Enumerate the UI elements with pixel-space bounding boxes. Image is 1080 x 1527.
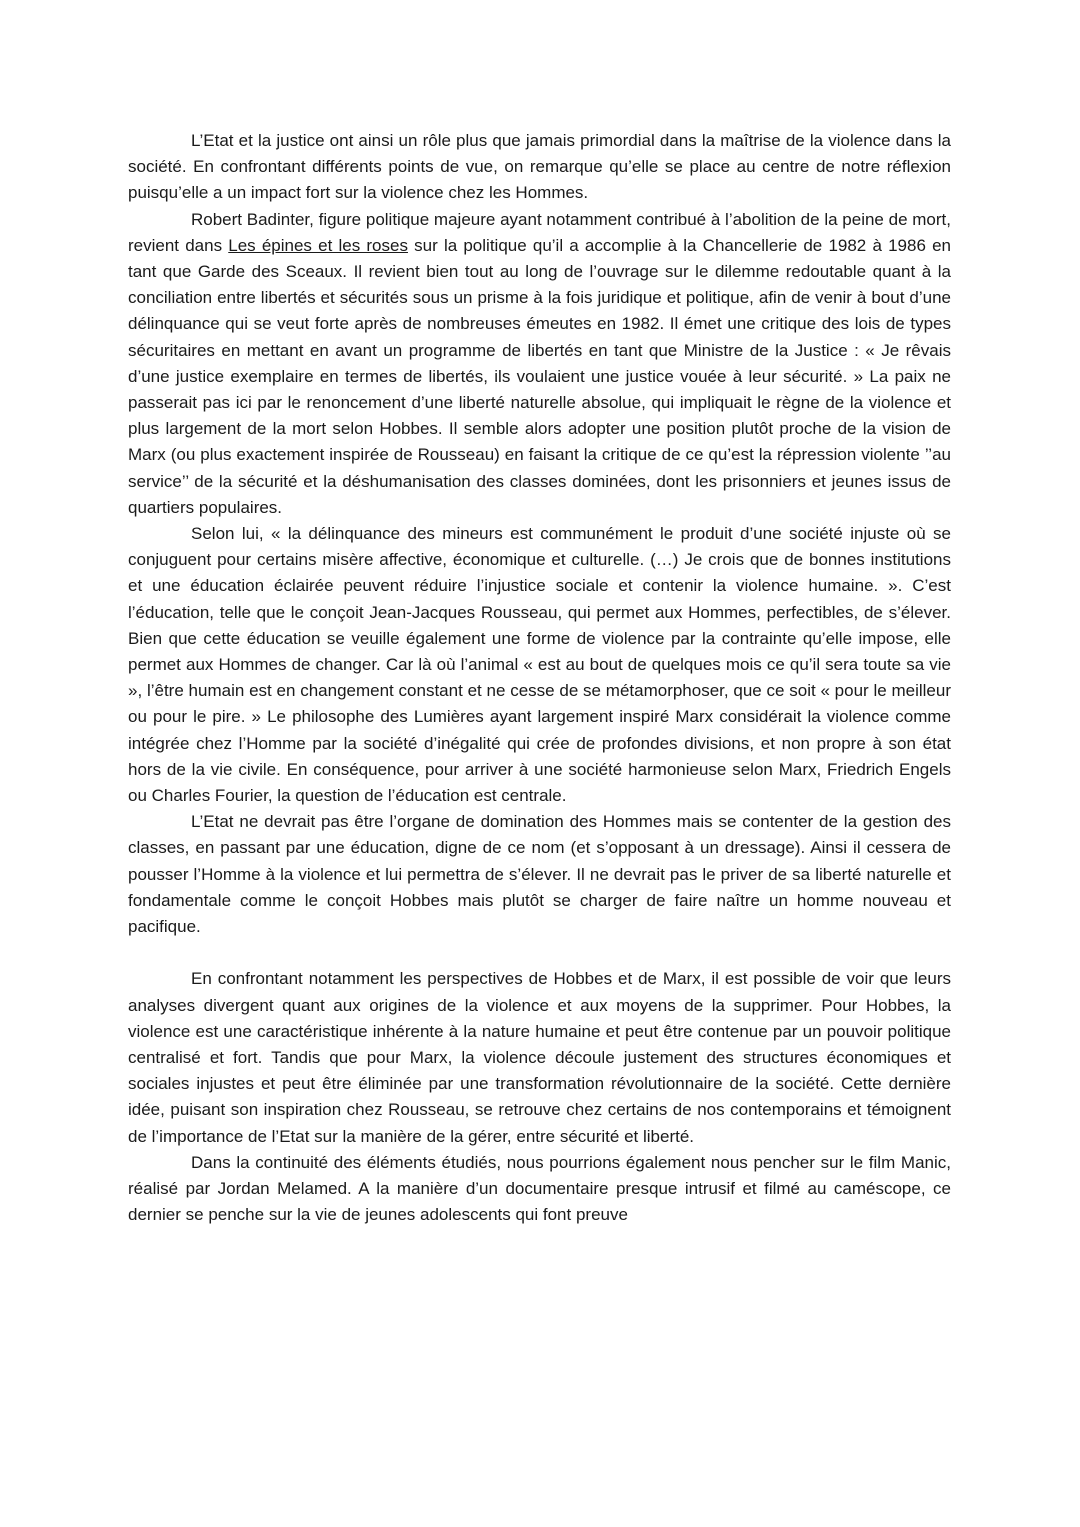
paragraph-hobbes-marx-conclusion: En confrontant notamment les perspectives de Hobbes et de Marx, il est possible de voir que leurs analyses divergent quant aux origines de la violence et aux moyens de la supprimer. Pour Hobbes, la violence est une caractéristique inhérente à la nature humaine et peut être contenue par un pouvoir politique centralisé et fort. Tandis que pour Marx, la violence découle justement des structures économiques et sociales injustes et peut être éliminée par une transformation révolutionnaire de la société. Cette dernière idée, puisant son inspiration chez Rousseau, se retrouve chez certains de nos contemporains et témoignent de l’importance de l’Etat sur la manière de la gérer, entre sécurité et liberté. xyxy=(128,969,951,1146)
document-page xyxy=(128,128,951,1228)
book-title-les-epines-et-les-roses: Les épines et les roses xyxy=(228,235,408,255)
paragraph-badinter-intro: Robert Badinter, figure politique majeure ayant notamment contribué à l’abolition de la peine de mort, revient dans xyxy=(128,209,951,255)
paragraph-state-and-justice: L’Etat et la justice ont ainsi un rôle plus que jamais primordial dans la maîtrise de la violence dans la société. En confrontant différents points de vue, on remarque qu’elle se place au centre de notre réflexion puisqu’elle a un impact fort sur la violence chez les Hommes. xyxy=(128,131,951,203)
paragraph-manic-film: Dans la continuité des éléments étudiés, nous pourrions également nous pencher sur le film Manic, réalisé par Jordan Melamed. A la manière d’un documentaire presque intrusif et filmé au caméscope, ce dernier se penche sur la vie de jeunes adolescents qui font preuve xyxy=(128,1152,951,1225)
paragraph-role-of-state: L’Etat ne devrait pas être l’organe de domination des Hommes mais se contenter de la gestion des classes, en passant par une éducation, digne de ce nom (et s’opposant à un dressage). Ainsi il cessera de pousser l’Homme à la violence et lui permettra de s’élever. Il ne devrait pas le priver de sa liberté naturelle et fondamentale comme le conçoit Hobbes mais plutôt se charger de faire naître un homme nouveau et pacifique. xyxy=(128,812,951,937)
paragraph-selon-lui: Selon lui, « la délinquance des mineurs est communément le produit d’une société injuste où se conjuguent pour certains misère affective, économique et culturelle. (…) Je crois que de bonnes institutions et une éducation éclairée peuvent réduire l’injustice sociale et contenir la violence humaine. ». C’est l’éducation, telle que le conçoit Jean-Jacques Rousseau, qui permet aux Hommes, perfectibles, de s’élever. Bien que cette éducation se veuille également une forme de violence par la contrainte qu’elle impose, elle permet aux Hommes de changer. Car là où l’animal « est au bout de quelques mois ce qu’il sera toute sa vie », l’être humain est en changement constant et ne cesse de se métamorphoser, que ce soit « pour le meilleur ou pour le pire. » Le philosophe des Lumières ayant largement inspiré Marx considérait la violence comme intégrée chez l’Homme par la société d’inégalité qui crée de profondes divisions, et non propre à son état hors de la vie civile. En conséquence, pour arriver à une société harmonieuse selon Marx, Friedrich Engels ou Charles Fourier, la question de l’éducation est centrale. xyxy=(128,524,951,806)
paragraph-spacer xyxy=(128,940,951,966)
paragraph-badinter-body: sur la politique qu’il a accomplie à la Chancellerie de 1982 à 1986 en tant que Garde des Sceaux. Il revient bien tout au long de l’ouvrage sur le dilemme redoutable quant à la conciliation entre libertés et sécurités sous un prisme à la fois juridique et politique, afin de venir à bout d’une délinquance qui se veut forte après de nombreuses émeutes en 1982. Il émet une critique des lois de types sécuritaires en mettant en avant un programme de libertés en tant que Ministre de la Justice : « Je rêvais d’une justice exemplaire en termes de libertés, ils voulaient une justice vouée à leur sécurité. » La paix ne passerait pas ici par le renoncement d’une liberté naturelle absolue, qui impliquait le règne de la violence et plus largement de la mort selon Hobbes. Il semble alors adopter une position plutôt proche de la vision de Marx (ou plus exactement inspirée de Rousseau) en faisant la critique de ce qu’est la répression violente ’’au service’’ de la sécurité et la déshumanisation des classes dominées, dont les prisonniers et jeunes issus de quartiers populaires. xyxy=(128,235,951,517)
paragraph-badinter xyxy=(128,207,951,521)
